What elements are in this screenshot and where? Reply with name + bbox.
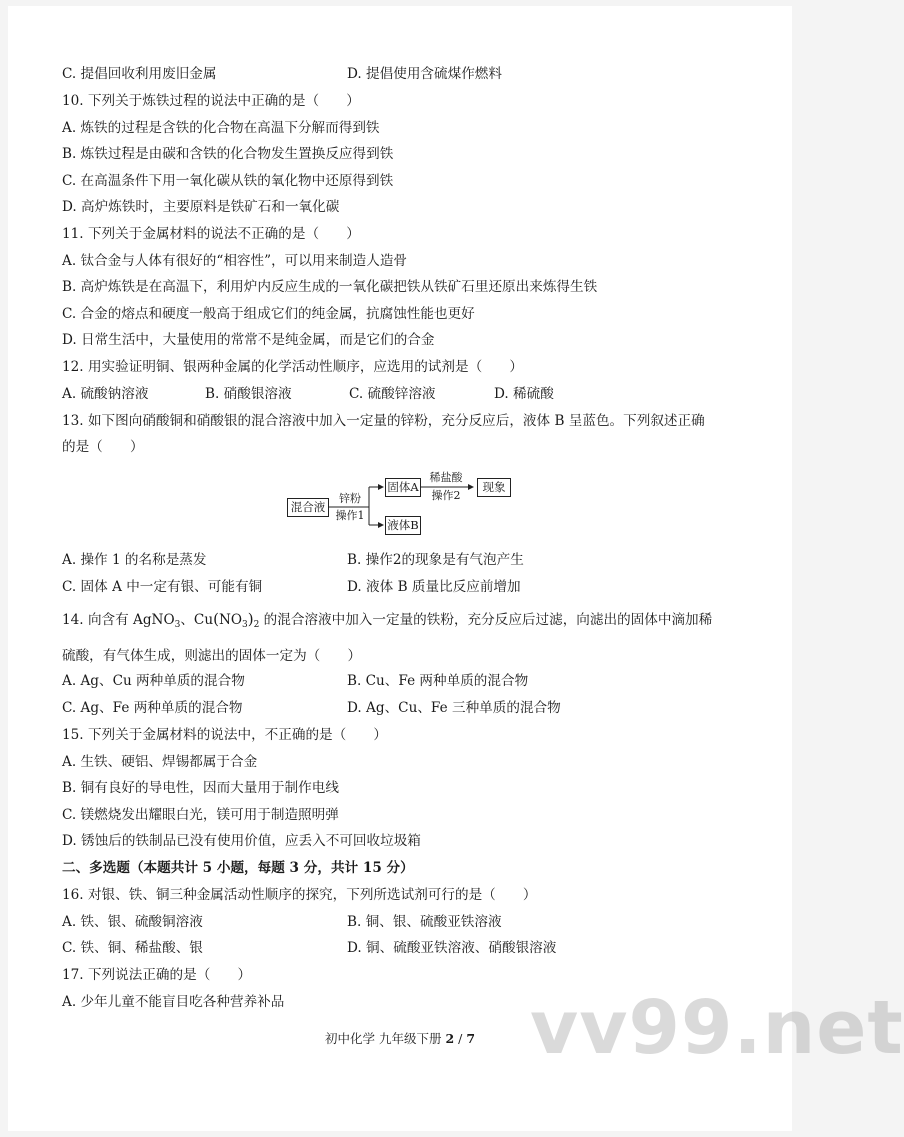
q10-stem: 10. 下列关于炼铁过程的说法中正确的是（ ） (62, 93, 360, 109)
q16-option-c: C. 铁、铜、稀盐酸、银 (62, 940, 203, 956)
q11-option-c: C. 合金的熔点和硬度一般高于组成它们的纯金属，抗腐蚀性能也更好 (62, 306, 475, 322)
footer-page-sep: / (454, 1031, 467, 1046)
q15-option-c: C. 镁燃烧发出耀眼白光，镁可用于制造照明弹 (62, 807, 339, 823)
q14-option-b: B. Cu、Fe 两种单质的混合物 (347, 673, 529, 689)
q12-stem: 12. 用实验证明铜、银两种金属的化学活动性顺序，应选用的试剂是（ ） (62, 359, 523, 375)
q17-stem: 17. 下列说法正确的是（ ） (62, 967, 252, 983)
q14-text-mid: 、Cu (180, 612, 214, 628)
q15-option-d: D. 锈蚀后的铁制品已没有使用价值，应丢入不可回收垃圾箱 (62, 833, 421, 849)
hcl-label: 稀盐酸 (429, 471, 463, 484)
q10-option-d: D. 高炉炼铁时，主要原料是铁矿石和一氧化碳 (62, 199, 340, 215)
solid-a-box: 固体A (385, 478, 421, 497)
q10-option-b: B. 炼铁过程是由碳和含铁的化合物发生置换反应得到铁 (62, 146, 394, 162)
q14-paren-left: ( (213, 610, 219, 628)
q15-option-b: B. 铜有良好的导电性，因而大量用于制作电线 (62, 780, 339, 796)
mixture-box: 混合液 (287, 498, 329, 517)
q16-option-d: D. 铜、硫酸亚铁溶液、硝酸银溶液 (347, 940, 557, 956)
q9-option-d: D. 提倡使用含硫煤作燃料 (347, 66, 502, 82)
site-watermark: vv99.net (530, 985, 904, 1071)
q13-option-d: D. 液体 B 质量比反应前增加 (347, 579, 521, 595)
q16-stem: 16. 对银、铁、铜三种金属活动性顺序的探究，下列所选试剂可行的是（ ） (62, 887, 537, 903)
q16-option-a: A. 铁、银、硫酸铜溶液 (62, 914, 203, 930)
q13-option-c: C. 固体 A 中一定有银、可能有铜 (62, 579, 263, 595)
q11-stem: 11. 下列关于金属材料的说法不正确的是（ ） (62, 226, 360, 242)
zinc-label: 锌粉 (339, 492, 361, 505)
q14-stem-cont: 硫酸，有气体生成，则滤出的固体一定为（ ） (62, 648, 362, 664)
q9-option-c: C. 提倡回收利用废旧金属 (62, 66, 217, 82)
q13-option-a: A. 操作 1 的名称是蒸发 (62, 552, 207, 568)
op2-label: 操作2 (431, 489, 461, 502)
q13-stem-cont: 的是（ ） (62, 439, 144, 455)
q14-sub-3: 2 (253, 620, 260, 630)
q14-sub-1: 3 (174, 620, 181, 630)
q15-stem: 15. 下列关于金属材料的说法中，不正确的是（ ） (62, 727, 388, 743)
footer-page-total: 7 (466, 1031, 476, 1046)
q13-stem: 13. 如下图向硝酸铜和硝酸银的混合溶液中加入一定量的锌粉，充分反应后，液体 B 呈蓝色。下列叙述正确 (62, 413, 705, 429)
q14-text-post: 的混合溶液中加入一定量的铁粉，充分反应后过滤，向滤出的固体中滴加稀 (259, 612, 713, 628)
q13-option-b: B. 操作2的现象是有气泡产生 (347, 552, 524, 568)
q14-option-c: C. Ag、Fe 两种单质的混合物 (62, 700, 243, 716)
q17-option-a: A. 少年儿童不能盲目吃各种营养补品 (62, 994, 285, 1010)
q14-sub-2: 3 (242, 620, 248, 630)
q10-option-a: A. 炼铁的过程是含铁的化合物在高温下分解而得到铁 (62, 120, 380, 136)
q12-option-b: B. 硝酸银溶液 (205, 386, 292, 402)
footer-page-current: 2 (445, 1031, 455, 1046)
q11-option-b: B. 高炉炼铁是在高温下，利用炉内反应生成的一氧化碳把铁从铁矿石里还原出来炼得生铁 (62, 279, 598, 295)
q16-option-b: B. 铜、银、硫酸亚铁溶液 (347, 914, 502, 930)
q14-option-a: A. Ag、Cu 两种单质的混合物 (62, 673, 245, 689)
q14-option-d: D. Ag、Cu、Fe 三种单质的混合物 (347, 700, 561, 716)
q11-option-d: D. 日常生活中，大量使用的常常不是纯金属，而是它们的合金 (62, 332, 435, 348)
page-footer (0, 1030, 800, 1048)
op1-label: 操作1 (335, 509, 365, 522)
q10-option-c: C. 在高温条件下用一氧化碳从铁的氧化物中还原得到铁 (62, 173, 394, 189)
q13-flow-diagram (285, 470, 525, 540)
q14-text-no: NO (218, 612, 242, 628)
phenomenon-box: 现象 (477, 478, 511, 497)
q11-option-a: A. 钛合金与人体有很好的“相容性”，可以用来制造人造骨 (62, 253, 408, 269)
q12-option-c: C. 硫酸锌溶液 (349, 386, 436, 402)
footer-subject: 初中化学 九年级下册 (324, 1031, 442, 1046)
liquid-b-box: 液体B (385, 516, 421, 535)
section-2-heading: 二、多选题（本题共计 5 小题，每题 3 分，共计 15 分） (62, 860, 414, 876)
q15-option-a: A. 生铁、硬铝、焊锡都属于合金 (62, 754, 258, 770)
q12-option-d: D. 稀硫酸 (494, 386, 554, 402)
q12-option-a: A. 硫酸钠溶液 (62, 386, 149, 402)
q14-text-pre: 14. 向含有 AgNO (62, 612, 175, 628)
q14-paren-right: ) (247, 610, 254, 628)
q14-stem (62, 609, 712, 630)
